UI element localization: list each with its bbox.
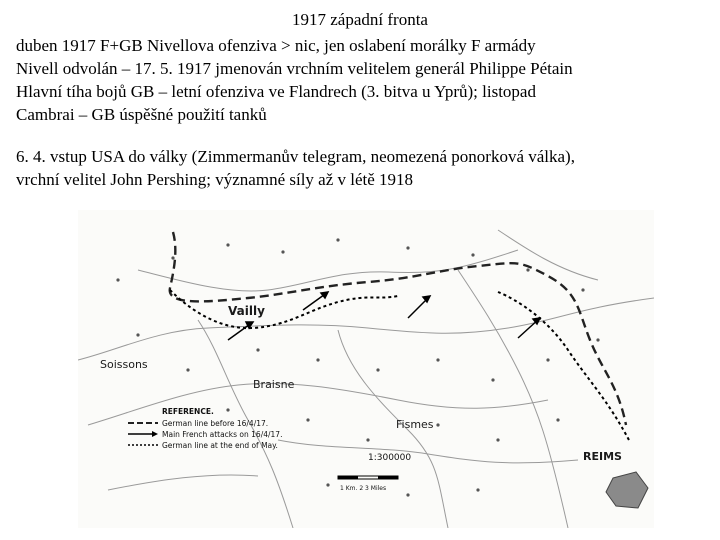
legend-heading: REFERENCE.: [162, 407, 214, 416]
place-reims: REIMS: [583, 450, 622, 463]
paragraph1-line-4: Cambrai – GB úspěšné použití tanků: [16, 105, 267, 124]
french-attack-arrows: [228, 292, 540, 340]
village-markers: [116, 238, 599, 496]
paragraph-gap: [16, 126, 706, 145]
text-block: [16, 34, 706, 191]
place-soissons: Soissons: [100, 358, 148, 371]
paragraph1-line-1: duben 1917 F+GB Nivellova ofenziva > nic, jen oslabení morálky F armády: [16, 36, 536, 55]
legend-german-line-before: German line before 16/4/17.: [162, 419, 269, 428]
scale-units: 1 Km. 2 3 Miles: [340, 485, 387, 492]
scale-ratio: 1:300000: [368, 453, 412, 463]
front-map: [78, 210, 654, 528]
map-scale: [338, 453, 411, 492]
paragraph2-line-1: 6. 4. vstup USA do války (Zimmermanův telegram, neomezená ponorková válka),: [16, 147, 575, 166]
slide-title: 1917 západní fronta: [292, 10, 428, 29]
front-map-svg: [78, 210, 654, 528]
reims-town: [606, 472, 648, 508]
river-network: [78, 230, 654, 528]
paragraph1-line-3: Hlavní tíha bojů GB – letní ofenziva ve Flandrech (3. bitva u Yprů); listopad: [16, 82, 536, 101]
legend-main-french-attacks: Main French attacks on 16/4/17.: [162, 430, 283, 439]
paragraph2-line-2: vrchní velitel John Pershing; významné síly až v létě 1918: [16, 170, 414, 189]
place-vailly: Vailly: [228, 304, 265, 318]
place-braisne: Braisne: [253, 378, 295, 391]
map-labels: [100, 304, 622, 463]
paragraph1-line-2: Nivell odvolán – 17. 5. 1917 jmenován vrchním velitelem generál Philippe Pétain: [16, 59, 573, 78]
legend-german-line-end: German line at the end of May.: [162, 441, 278, 450]
map-legend: [128, 407, 282, 450]
place-fismes: Fismes: [396, 418, 434, 431]
german-line-before: [170, 232, 626, 425]
